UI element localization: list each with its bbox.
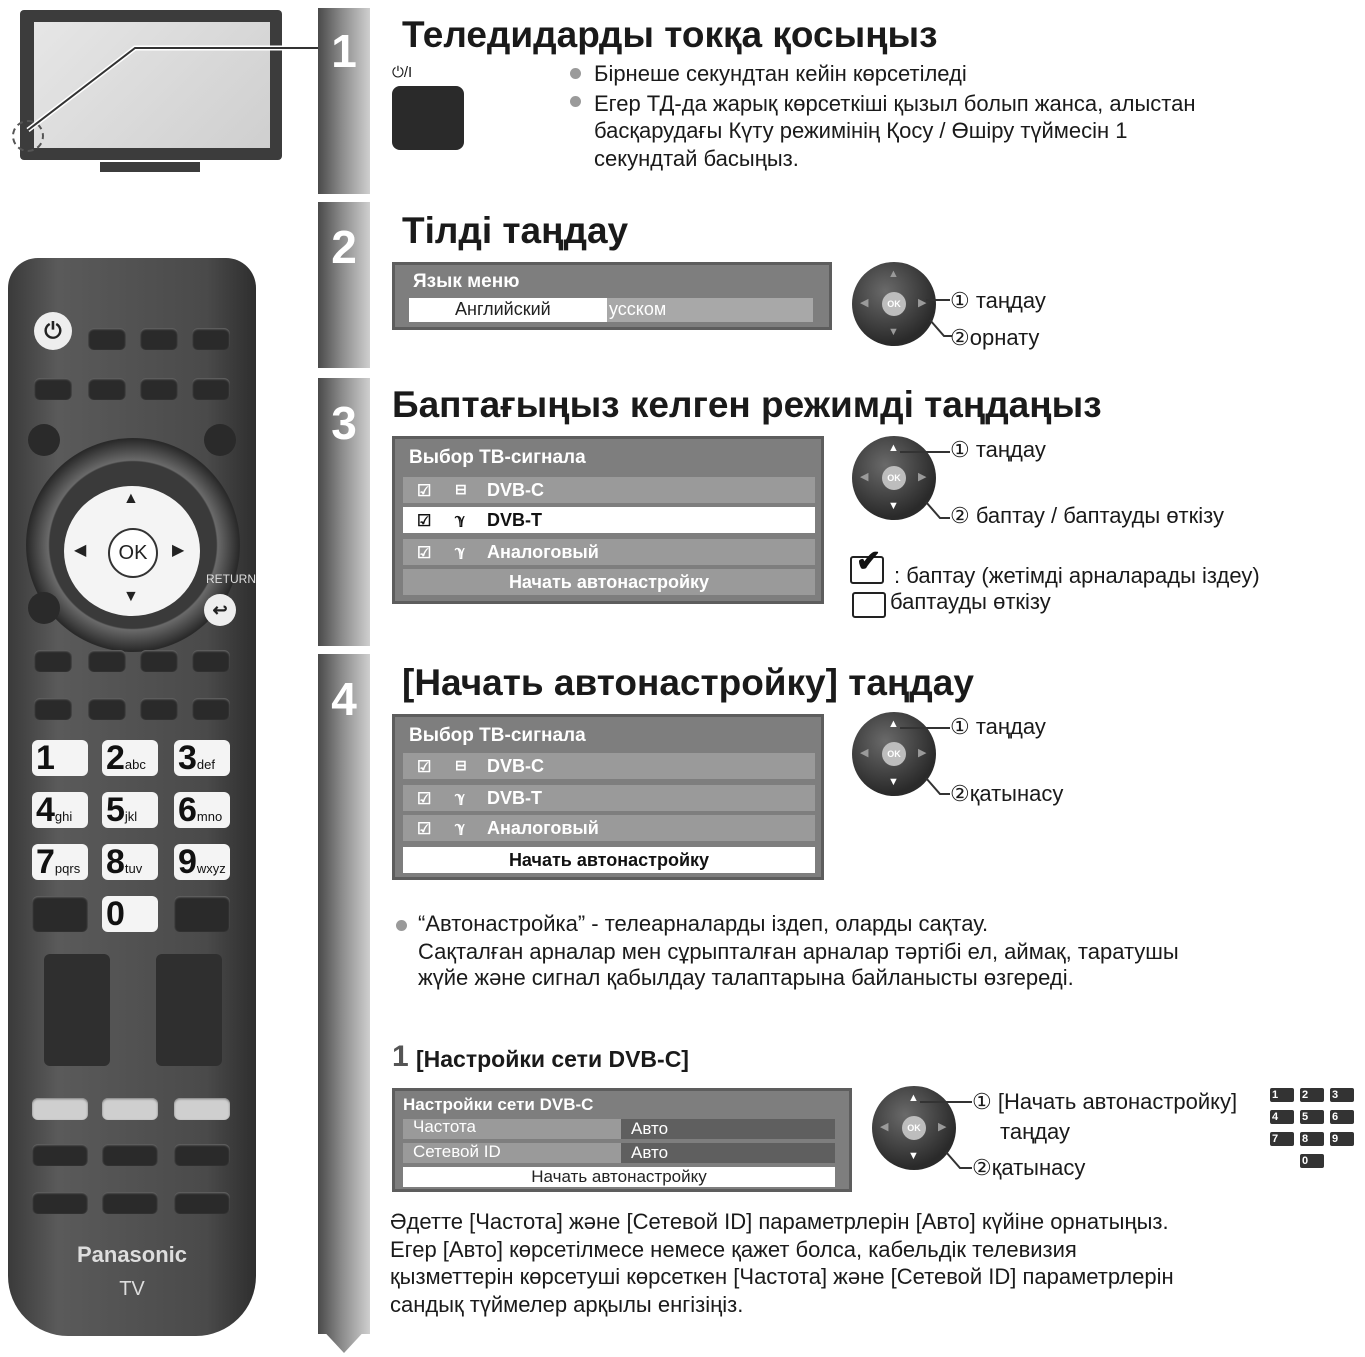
signal-row-analog[interactable] xyxy=(403,539,815,565)
nav-leader-lines xyxy=(896,446,956,526)
remote-button[interactable] xyxy=(102,1098,158,1120)
nav-pad-icon: OK ▲ ▼ ◀ ▶ xyxy=(872,1086,956,1170)
checkbox-icon: ☑ xyxy=(417,821,432,838)
num-key-5: 5 xyxy=(1300,1110,1324,1124)
nav-leader-lines xyxy=(916,1094,976,1174)
signal-row-label: DVB-T xyxy=(487,788,542,808)
step2-title: Тілді таңдау xyxy=(402,210,629,251)
signal-menu-title: Выбор ТВ-сигнала xyxy=(409,725,586,746)
signal-row-label: DVB-C xyxy=(487,756,544,776)
channel-rocker[interactable] xyxy=(156,954,222,1066)
remote-power-button[interactable]: ⏻ xyxy=(34,312,72,350)
bullet-icon xyxy=(396,920,407,931)
arrow-down-icon[interactable]: ▼ xyxy=(123,588,139,605)
step1-title: Теледидарды токқа қосыңыз xyxy=(402,14,938,55)
signal-row-label: Аналоговый xyxy=(487,542,599,562)
remote-key-5[interactable]: 5jkl xyxy=(102,792,158,828)
check-mark-glyph: ✔ xyxy=(856,545,882,578)
remote-key-4[interactable]: 4ghi xyxy=(32,792,88,828)
step-number-4: 4 xyxy=(331,673,357,725)
nav-pad-icon: OK ▲ ▼ ◀ ▶ xyxy=(852,262,936,346)
remote-round-button[interactable] xyxy=(28,592,60,624)
step4-note-1: “Автонастройка” - телеарналарды іздеп, оларды сақтау. xyxy=(418,911,989,936)
footer-line-4: сандық түймелер арқылы енгізіңіз. xyxy=(390,1292,744,1317)
remote-round-button[interactable] xyxy=(28,424,60,456)
language-option-next[interactable] xyxy=(607,298,813,322)
remote-key-6[interactable]: 6mno xyxy=(174,792,230,828)
start-autotune-button[interactable] xyxy=(403,569,815,595)
nav-pad-icon: OK ▲ ▼ ◀ ▶ xyxy=(852,436,936,520)
step1-bullet-2c: секундтай басыңыз. xyxy=(594,146,799,171)
step2-nav-select: ① таңдау xyxy=(950,288,1046,313)
remote-button[interactable] xyxy=(192,328,230,350)
step2-nav-set: ②орнату xyxy=(950,325,1040,350)
cable-icon: ⊟ xyxy=(455,757,467,773)
antenna-icon: ℽ xyxy=(455,819,466,835)
signal-menu-step4 xyxy=(392,714,824,880)
remote-button[interactable] xyxy=(102,1192,158,1214)
step1-bullet-1: Бірнеше секундтан кейін көрсетіледі xyxy=(594,61,967,86)
signal-row-label: DVB-C xyxy=(487,480,544,500)
antenna-icon: ℽ xyxy=(455,511,466,527)
return-label: RETURN xyxy=(206,572,256,586)
substep-number: 1 xyxy=(392,1040,409,1073)
signal-row-dvbc[interactable] xyxy=(403,477,815,503)
tv-leader-line xyxy=(20,30,350,140)
power-symbol-label: ⏻/I xyxy=(392,64,413,81)
remote-key-2[interactable]: 2abc xyxy=(102,740,158,776)
num-key-0: 0 xyxy=(1300,1154,1324,1168)
remote-ok-button[interactable]: OK xyxy=(108,528,158,578)
step4-nav-access: ②қатынасу xyxy=(950,781,1064,806)
remote-button[interactable] xyxy=(102,1144,158,1166)
signal-row-label: Аналоговый xyxy=(487,818,599,838)
substep-nav-select-1: ① [Начать автонастройку] xyxy=(972,1089,1238,1114)
remote-button[interactable] xyxy=(174,1098,230,1120)
remote-button[interactable] xyxy=(88,378,126,400)
remote-button[interactable] xyxy=(174,1144,230,1166)
frequency-label: Частота xyxy=(413,1117,477,1136)
arrow-left-icon[interactable]: ◀ xyxy=(74,542,87,559)
remote-key-9[interactable]: 9wxyz xyxy=(174,844,230,880)
remote-key-0[interactable]: 0 xyxy=(102,896,158,932)
checkbox-icon: ☑ xyxy=(417,483,432,500)
num-key-2: 2 xyxy=(1300,1088,1324,1102)
language-menu-title: Язык меню xyxy=(413,271,520,292)
remote-button[interactable] xyxy=(34,378,72,400)
start-autotune-label: Начать автонастройку xyxy=(508,572,710,592)
network-id-label: Сетевой ID xyxy=(413,1142,501,1161)
remote-control xyxy=(8,258,256,1336)
step-number-1: 1 xyxy=(331,25,357,77)
language-option-label: Английский xyxy=(455,299,551,319)
start-autotune-button[interactable] xyxy=(403,847,815,873)
remote-button[interactable] xyxy=(140,650,178,672)
language-option-next-label: усском xyxy=(609,299,667,319)
num-key-3: 3 xyxy=(1330,1088,1354,1102)
frequency-row[interactable] xyxy=(403,1119,835,1139)
cable-icon: ⊟ xyxy=(455,481,467,497)
substep-nav-access: ②қатынасу xyxy=(972,1155,1086,1180)
step4-title: [Начать автонастройку] таңдау xyxy=(402,662,974,703)
start-autotune-button[interactable] xyxy=(403,1167,835,1187)
legend-check-text: : баптау (жетімді арналарады іздеу) xyxy=(894,563,1260,588)
legend-empty-text: баптауды өткізу xyxy=(890,589,1051,614)
remote-key-8[interactable]: 8tuv xyxy=(102,844,158,880)
antenna-icon: ℽ xyxy=(455,789,466,805)
step-bar-arrow xyxy=(318,1325,370,1355)
volume-rocker[interactable] xyxy=(44,954,110,1066)
remote-button[interactable] xyxy=(192,698,230,720)
step-number-3: 3 xyxy=(331,397,357,449)
brand-logo: Panasonic xyxy=(76,1242,188,1267)
frequency-value: Авто xyxy=(631,1119,669,1138)
remote-button[interactable] xyxy=(32,896,88,932)
checkbox-icon: ☑ xyxy=(417,759,432,776)
remote-key-3[interactable]: 3def xyxy=(174,740,230,776)
remote-button[interactable] xyxy=(88,698,126,720)
empty-box-icon xyxy=(852,592,886,618)
step3-nav-set: ② баптау / баптауды өткізу xyxy=(950,503,1224,528)
footer-line-1: Әдетте [Частота] және [Сетевой ID] параметрлерін [Авто] күйіне орнатыңыз. xyxy=(390,1209,1169,1234)
remote-button[interactable] xyxy=(34,698,72,720)
remote-model-label: TV xyxy=(119,1278,145,1300)
signal-row-dvbc[interactable] xyxy=(403,753,815,779)
dvbc-settings-title: Настройки сети DVB-C xyxy=(403,1095,594,1114)
remote-round-button[interactable] xyxy=(204,424,236,456)
remote-button[interactable] xyxy=(32,1144,88,1166)
antenna-icon: ℽ xyxy=(455,543,466,559)
step4-nav-select: ① таңдау xyxy=(950,714,1046,739)
checkbox-icon: ☑ xyxy=(417,545,432,562)
step4-note-2: Сақталған арналар мен сұрыпталған арналар тәртібі ел, аймақ, таратушы xyxy=(418,939,1179,964)
start-autotune-label: Начать автонастройку xyxy=(531,1167,707,1186)
network-id-value: Авто xyxy=(631,1143,669,1162)
power-button xyxy=(392,86,464,150)
remote-button[interactable] xyxy=(32,1098,88,1120)
remote-button[interactable] xyxy=(174,1192,230,1214)
arrow-right-icon[interactable]: ▶ xyxy=(172,542,185,559)
bullet-icon xyxy=(570,96,581,107)
remote-button[interactable] xyxy=(34,650,72,672)
signal-row-dvbt[interactable] xyxy=(403,785,815,811)
arrow-up-icon[interactable]: ▲ xyxy=(123,490,139,507)
footer-line-3: қызметтерін көрсетуші көрсеткен [Частота] және [Сетевой ID] параметрлерін xyxy=(390,1264,1174,1289)
footer-line-2: Егер [Авто] көрсетілмесе немесе қажет болса, кабельдік телевизия xyxy=(390,1237,1077,1262)
dvbc-settings-menu xyxy=(392,1088,852,1192)
signal-menu xyxy=(392,436,824,604)
remote-button[interactable] xyxy=(140,378,178,400)
language-menu xyxy=(392,262,832,330)
step3-title: Баптағыңыз келген режимді таңдаңыз xyxy=(392,384,1102,425)
step4-note-3: жүйе және сигнал қабылдау талаптарына байланысты өзгереді. xyxy=(418,965,1074,990)
step3-nav-select: ① таңдау xyxy=(950,437,1046,462)
remote-button[interactable] xyxy=(192,378,230,400)
remote-key-1[interactable]: 1 xyxy=(32,740,88,776)
substep-nav-select-2: таңдау xyxy=(1000,1119,1071,1144)
step-number-2: 2 xyxy=(331,221,357,273)
checkbox-icon: ☑ xyxy=(417,513,432,530)
num-key-6: 6 xyxy=(1330,1110,1354,1124)
num-key-4: 4 xyxy=(1270,1110,1294,1124)
nav-leader-lines xyxy=(896,722,956,802)
remote-key-7[interactable]: 7pqrs xyxy=(32,844,88,880)
checkbox-icon: ☑ xyxy=(417,791,432,808)
signal-row-analog[interactable] xyxy=(403,815,815,841)
num-key-1: 1 xyxy=(1270,1088,1294,1102)
language-option-selected[interactable] xyxy=(409,298,607,322)
signal-menu-title: Выбор ТВ-сигнала xyxy=(409,447,586,468)
substep-title: [Настройки сети DVB-C] xyxy=(416,1046,689,1072)
network-id-row[interactable] xyxy=(403,1143,835,1163)
remote-button[interactable] xyxy=(140,698,178,720)
step-bar-4 xyxy=(318,654,370,1334)
num-key-9: 9 xyxy=(1330,1132,1354,1146)
signal-row-dvbt[interactable] xyxy=(403,507,815,533)
remote-button[interactable] xyxy=(32,1192,88,1214)
remote-button[interactable] xyxy=(140,328,178,350)
remote-button[interactable] xyxy=(88,328,126,350)
remote-button[interactable] xyxy=(88,650,126,672)
bullet-icon xyxy=(570,68,581,79)
nav-pad-icon: OK ▲ ▼ ◀ ▶ xyxy=(852,712,936,796)
step1-bullet-2: Егер ТД-да жарық көрсеткіші қызыл болып жанса, алыстан xyxy=(594,91,1196,116)
num-key-7: 7 xyxy=(1270,1132,1294,1146)
start-autotune-label: Начать автонастройку xyxy=(508,850,710,870)
num-key-8: 8 xyxy=(1300,1132,1324,1146)
signal-row-label: DVB-T xyxy=(487,510,542,530)
remote-button[interactable] xyxy=(174,896,230,932)
remote-button[interactable] xyxy=(192,650,230,672)
step1-bullet-2b: басқарудағы Күту режимінің Қосу / Өшіру түймесін 1 xyxy=(594,118,1128,143)
return-button[interactable]: ↩ xyxy=(204,594,236,626)
